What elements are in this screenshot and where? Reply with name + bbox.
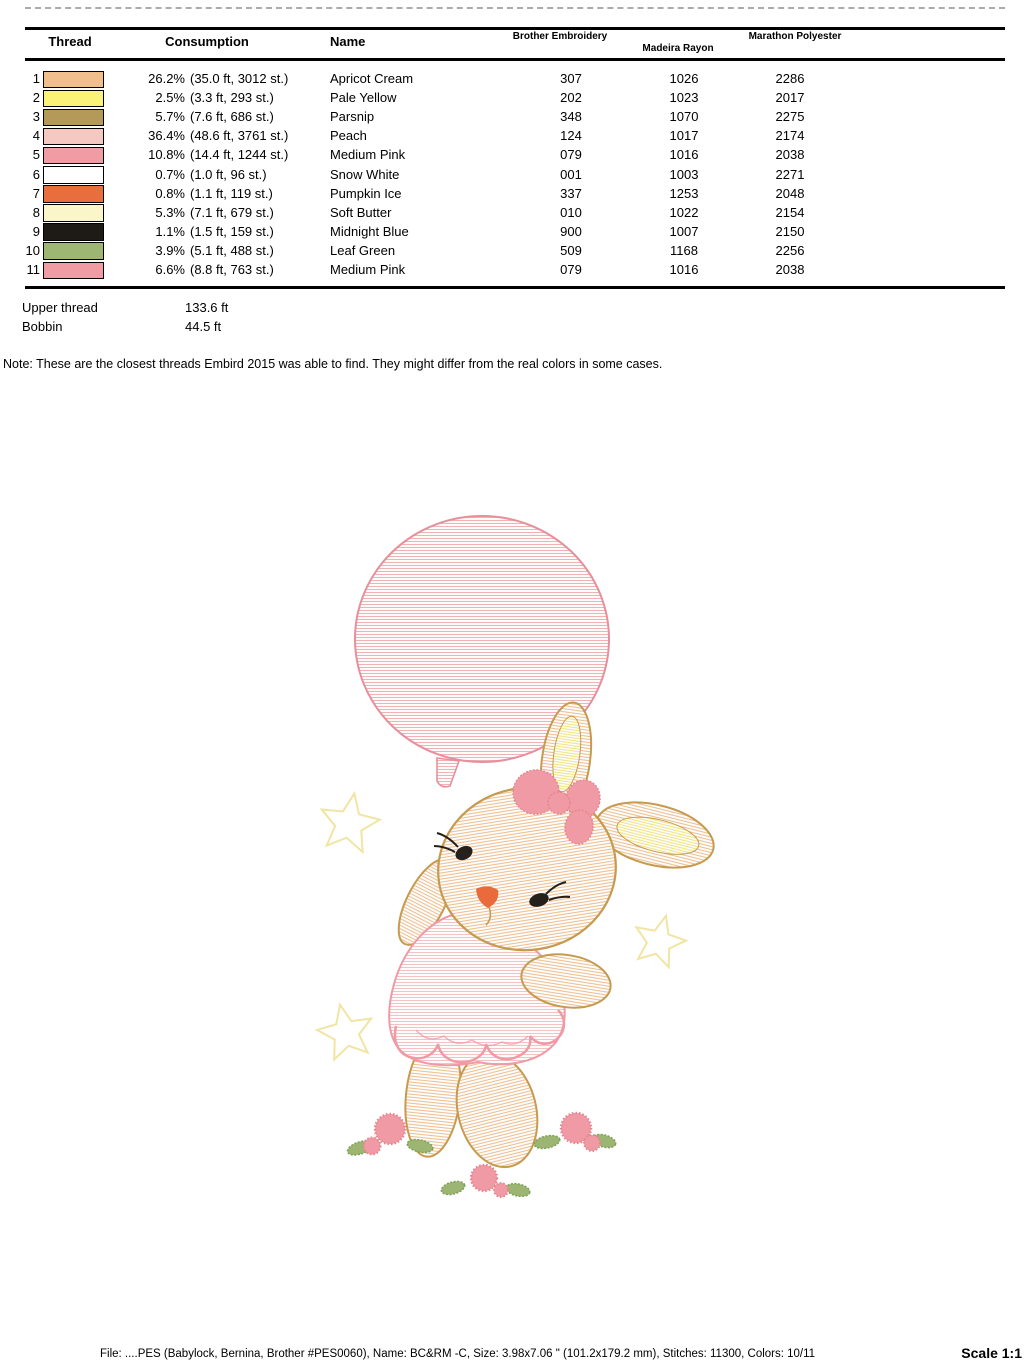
- thread-number: 3: [32, 109, 40, 125]
- madeira-code: 1026: [669, 71, 699, 86]
- thread-name: Midnight Blue: [330, 223, 409, 239]
- page-top-dashed-line: [25, 7, 1005, 9]
- thread-color-swatch: [43, 147, 104, 165]
- table-row: [0, 126, 1024, 145]
- thread-color-swatch: [43, 242, 104, 260]
- thread-color-swatch: [43, 223, 104, 241]
- marathon-code: 2256: [775, 242, 805, 258]
- brother-code: 337: [560, 185, 582, 201]
- consumption-detail: (1.0 ft, 96 st.): [190, 166, 267, 182]
- thread-number: 9: [32, 223, 40, 239]
- consumption-percent: 1.1%: [155, 223, 185, 239]
- consumption-detail: (1.5 ft, 159 st.): [190, 223, 274, 239]
- thread-number: 11: [26, 262, 40, 277]
- marathon-code: 2154: [775, 204, 805, 220]
- thread-color-swatch: [43, 71, 104, 89]
- column-header-name: Name: [330, 34, 366, 49]
- consumption-percent: 36.4%: [148, 128, 185, 144]
- table-row: [0, 260, 1024, 279]
- thread-name: Leaf Green: [330, 242, 396, 258]
- thread-name: Medium Pink: [330, 262, 406, 277]
- madeira-code: 1017: [669, 128, 699, 144]
- brother-code: 509: [560, 242, 582, 258]
- star-icon: [629, 909, 691, 969]
- marathon-code: 2275: [775, 109, 805, 125]
- thread-name: Peach: [330, 128, 367, 144]
- thread-name: Medium Pink: [330, 147, 406, 163]
- table-row: [0, 203, 1024, 222]
- thread-name: Parsnip: [330, 109, 375, 125]
- table-top-rule: [25, 27, 1005, 30]
- table-bottom-rule: [25, 286, 1005, 289]
- table-row: [0, 145, 1024, 164]
- consumption-detail: (1.1 ft, 119 st.): [190, 185, 273, 201]
- thread-number: 6: [32, 166, 40, 182]
- brother-code: 010: [560, 204, 582, 220]
- table-row: [0, 222, 1024, 241]
- brother-code: 307: [560, 71, 582, 86]
- brother-code: 001: [560, 166, 582, 182]
- table-row: [0, 69, 1024, 88]
- madeira-code: 1016: [669, 262, 699, 277]
- consumption-detail: (48.6 ft, 3761 st.): [190, 128, 289, 144]
- consumption-percent: 2.5%: [155, 90, 185, 106]
- table-header-rule: [25, 58, 1005, 61]
- marathon-code: 2038: [775, 147, 805, 163]
- madeira-code: 1022: [669, 204, 699, 220]
- marathon-code: 2048: [775, 185, 805, 201]
- column-header-thread: Thread: [48, 34, 92, 49]
- brother-code: 202: [560, 90, 582, 106]
- thread-color-swatch: [43, 90, 104, 108]
- thread-number: 10: [25, 242, 40, 258]
- consumption-percent: 5.7%: [155, 109, 185, 125]
- table-row: [0, 107, 1024, 126]
- consumption-percent: 26.2%: [148, 71, 185, 86]
- table-row: [0, 165, 1024, 184]
- madeira-code: 1023: [669, 90, 699, 106]
- thread-number: 5: [32, 147, 40, 163]
- bobbin-label: Bobbin: [22, 319, 63, 334]
- madeira-code: 1016: [669, 147, 699, 163]
- brother-code: 079: [560, 147, 582, 163]
- brother-code: 900: [560, 223, 582, 239]
- marathon-code: 2174: [775, 128, 805, 144]
- thread-name: Soft Butter: [330, 204, 392, 220]
- thread-number: 2: [32, 90, 40, 106]
- marathon-code: 2286: [775, 71, 805, 86]
- thread-color-swatch: [43, 166, 104, 184]
- column-header-brother-embroidery: Brother Embroidery: [512, 31, 608, 42]
- consumption-percent: 5.3%: [155, 204, 185, 220]
- flower-cluster-bottom: [440, 1165, 531, 1198]
- table-row: [0, 88, 1024, 107]
- flower-cluster-right: [533, 1113, 617, 1151]
- marathon-code: 2038: [775, 262, 805, 277]
- consumption-percent: 3.9%: [155, 242, 185, 258]
- thread-color-swatch: [43, 109, 104, 127]
- note-text: Note: These are the closest threads Embird 2015 was able to find. They might differ from the real colors in some cases.: [3, 357, 663, 371]
- thread-name: Apricot Cream: [330, 71, 414, 86]
- consumption-detail: (5.1 ft, 488 st.): [190, 242, 274, 258]
- bobbin-value: 44.5 ft: [185, 319, 222, 334]
- consumption-percent: 6.6%: [155, 262, 185, 277]
- consumption-detail: (7.1 ft, 679 st.): [190, 204, 274, 220]
- star-icon: [313, 999, 378, 1062]
- marathon-code: 2017: [775, 90, 805, 106]
- thread-number: 4: [32, 128, 40, 144]
- marathon-code: 2150: [775, 223, 805, 239]
- scale-label: Scale 1:1: [961, 1345, 1022, 1361]
- table-row: [0, 241, 1024, 260]
- madeira-code: 1007: [669, 223, 699, 239]
- column-header-consumption: Consumption: [165, 34, 249, 49]
- table-row: [0, 184, 1024, 203]
- consumption-detail: (8.8 ft, 763 st.): [190, 262, 274, 277]
- consumption-detail: (3.3 ft, 293 st.): [190, 90, 274, 106]
- marathon-code: 2271: [775, 166, 805, 182]
- consumption-detail: (14.4 ft, 1244 st.): [190, 147, 289, 163]
- madeira-code: 1253: [669, 185, 699, 201]
- thread-color-swatch: [43, 128, 104, 146]
- balloon-knot: [437, 758, 459, 787]
- column-header-madeira-rayon: Madeira Rayon: [642, 43, 714, 54]
- consumption-percent: 0.8%: [155, 185, 185, 201]
- thread-number: 1: [32, 71, 40, 86]
- consumption-percent: 10.8%: [148, 147, 185, 163]
- thread-name: Snow White: [330, 166, 400, 182]
- upper-thread-label: Upper thread: [22, 300, 98, 315]
- brother-code: 124: [560, 128, 582, 144]
- madeira-code: 1070: [669, 109, 699, 125]
- consumption-percent: 0.7%: [155, 166, 185, 182]
- column-header-marathon-polyester: Marathon Polyester: [748, 31, 842, 42]
- thread-color-swatch: [43, 204, 104, 222]
- thread-color-swatch: [43, 185, 104, 203]
- thread-name: Pale Yellow: [330, 90, 397, 106]
- file-info-text: File: ....PES (Babylock, Bernina, Brother #PES0060), Name: BC&RM -C, Size: 3.98x7.06 " (101.2x179.2 mm), Stitches: 11300, Colors: 10/11: [100, 1348, 816, 1360]
- consumption-detail: (7.6 ft, 686 st.): [190, 109, 274, 125]
- thread-number: 8: [32, 204, 40, 220]
- brother-code: 348: [560, 109, 582, 125]
- thread-color-swatch: [43, 262, 104, 280]
- thread-number: 7: [32, 185, 40, 201]
- brother-code: 079: [560, 262, 582, 277]
- embroidery-design-bunny-with-balloon: [295, 495, 735, 1215]
- upper-thread-value: 133.6 ft: [185, 300, 229, 315]
- consumption-detail: (35.0 ft, 3012 st.): [190, 71, 289, 86]
- madeira-code: 1168: [670, 242, 698, 258]
- madeira-code: 1003: [669, 166, 699, 182]
- star-icon: [316, 788, 384, 853]
- thread-name: Pumpkin Ice: [330, 185, 402, 201]
